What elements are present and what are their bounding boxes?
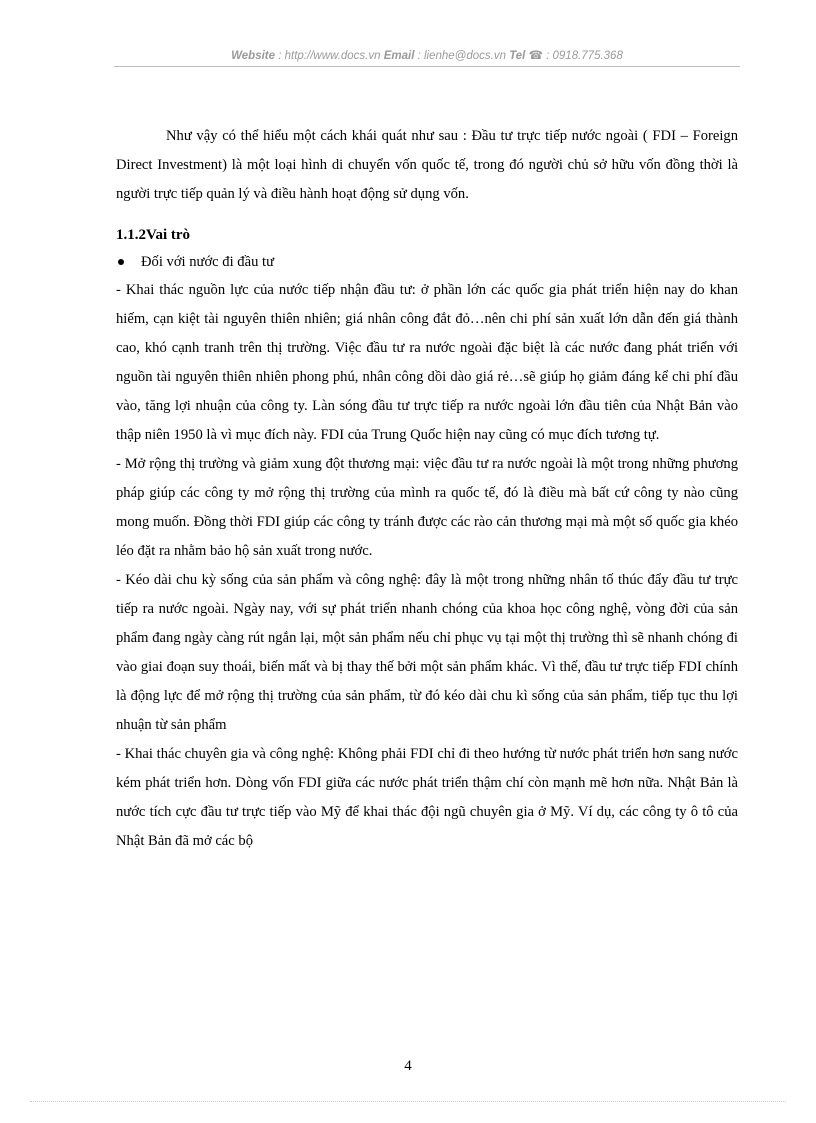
bullet-text: Đối với nước đi đầu tư bbox=[141, 254, 274, 270]
paragraph-product-lifecycle: - Kéo dài chu kỳ sống của sản phẩm và công nghệ: đây là một trong những nhân tố thúc đẩy đầu tư trực tiếp ra nước ngoài. Ngày nay, với sự phát triển nhanh chóng của khoa học công nghệ, vòng đời của sản phẩm đang ngày càng rút ngắn lại, một sản phẩm nếu chỉ phục vụ tại một thị trường thì sẽ nhanh chóng đi vào giai đoạn suy thoái, biến mất và bị thay thế bởi một sản phẩm khác. Vì thế, đầu tư trực tiếp FDI chính là động lực để mở rộng thị trường của sản phẩm, từ đó kéo dài chu kì sống của sản phẩm, tiếp tục thu lợi nhuận từ sản phẩm bbox=[116, 572, 738, 733]
header-divider bbox=[114, 66, 740, 67]
section-heading: 1.1.2Vai trò bbox=[116, 227, 191, 243]
tel-label: Tel bbox=[509, 50, 526, 62]
page-number: 4 bbox=[404, 1058, 412, 1074]
paragraph-markets: - Mở rộng thị trường và giảm xung đột thương mại: việc đầu tư ra nước ngoài là một trong những phương pháp giúp các công ty mở rộng thị trường của mình ra quốc tế, đó là điều mà bất cứ công ty nào cũng mong muốn. Đồng thời FDI giúp các công ty tránh được các rào cản thương mại mà một số quốc gia khéo léo đặt ra nhằm bảo hộ sản xuất trong nước. bbox=[116, 456, 738, 559]
page-header bbox=[114, 48, 740, 62]
email-label: Email bbox=[383, 50, 415, 62]
email-address: : lienhe@docs.vn bbox=[417, 50, 506, 62]
website-label: Website bbox=[231, 50, 276, 62]
paragraph-experts-technology: - Khai thác chuyên gia và công nghệ: Không phải FDI chỉ đi theo hướng từ nước phát triển hơn sang nước kém phát triển hơn. Dòng vốn FDI giữa các nước phát triển thậm chí còn mạnh mẽ hơn nữa. Nhật Bản là nước tích cực đầu tư trực tiếp vào Mỹ để khai thác đội ngũ chuyên gia ở Mỹ. Ví dụ, các công ty ô tô của Nhật Bản đã mở các bộ bbox=[116, 746, 738, 849]
paragraph-resources: - Khai thác nguồn lực của nước tiếp nhận đầu tư: ở phần lớn các quốc gia phát triển hiện nay do khan hiếm, cạn kiệt tài nguyên thiên nhiên; giá nhân công đắt đỏ…nên chi phí sản xuất lớn dẫn đến giá thành cao, khó cạnh tranh trên thị trường. Việc đầu tư ra nước ngoài đặc biệt là các nước đang phát triển với nguồn tài nguyên thiên nhiên phong phú, nhân công dồi dào giá rẻ…sẽ giúp họ giảm đáng kể chi phí đầu vào, tăng lợi nhuận của công ty. Làn sóng đầu tư trực tiếp ra nước ngoài lớn đầu tiên của Nhật Bản vào thập niên 1950 là vì mục đích này. FDI của Trung Quốc hiện nay cũng có mục đích tương tự. bbox=[116, 282, 738, 443]
bullet-dot-icon bbox=[118, 259, 124, 265]
website-url: : http://www.docs.vn bbox=[278, 50, 381, 62]
tel-number: ☎ : 0918.775.368 bbox=[528, 50, 623, 62]
footer-divider bbox=[30, 1101, 786, 1102]
bullet-item bbox=[116, 248, 738, 276]
document-body bbox=[116, 122, 738, 856]
intro-paragraph: Như vậy có thể hiểu một cách khái quát như sau : Đầu tư trực tiếp nước ngoài ( FDI – Foreign Direct Investment) là một loại hình di chuyển vốn quốc tế, trong đó người chủ sở hữu vốn đồng thời là người trực tiếp quản lý và điều hành hoạt động sử dụng vốn. bbox=[116, 128, 738, 202]
